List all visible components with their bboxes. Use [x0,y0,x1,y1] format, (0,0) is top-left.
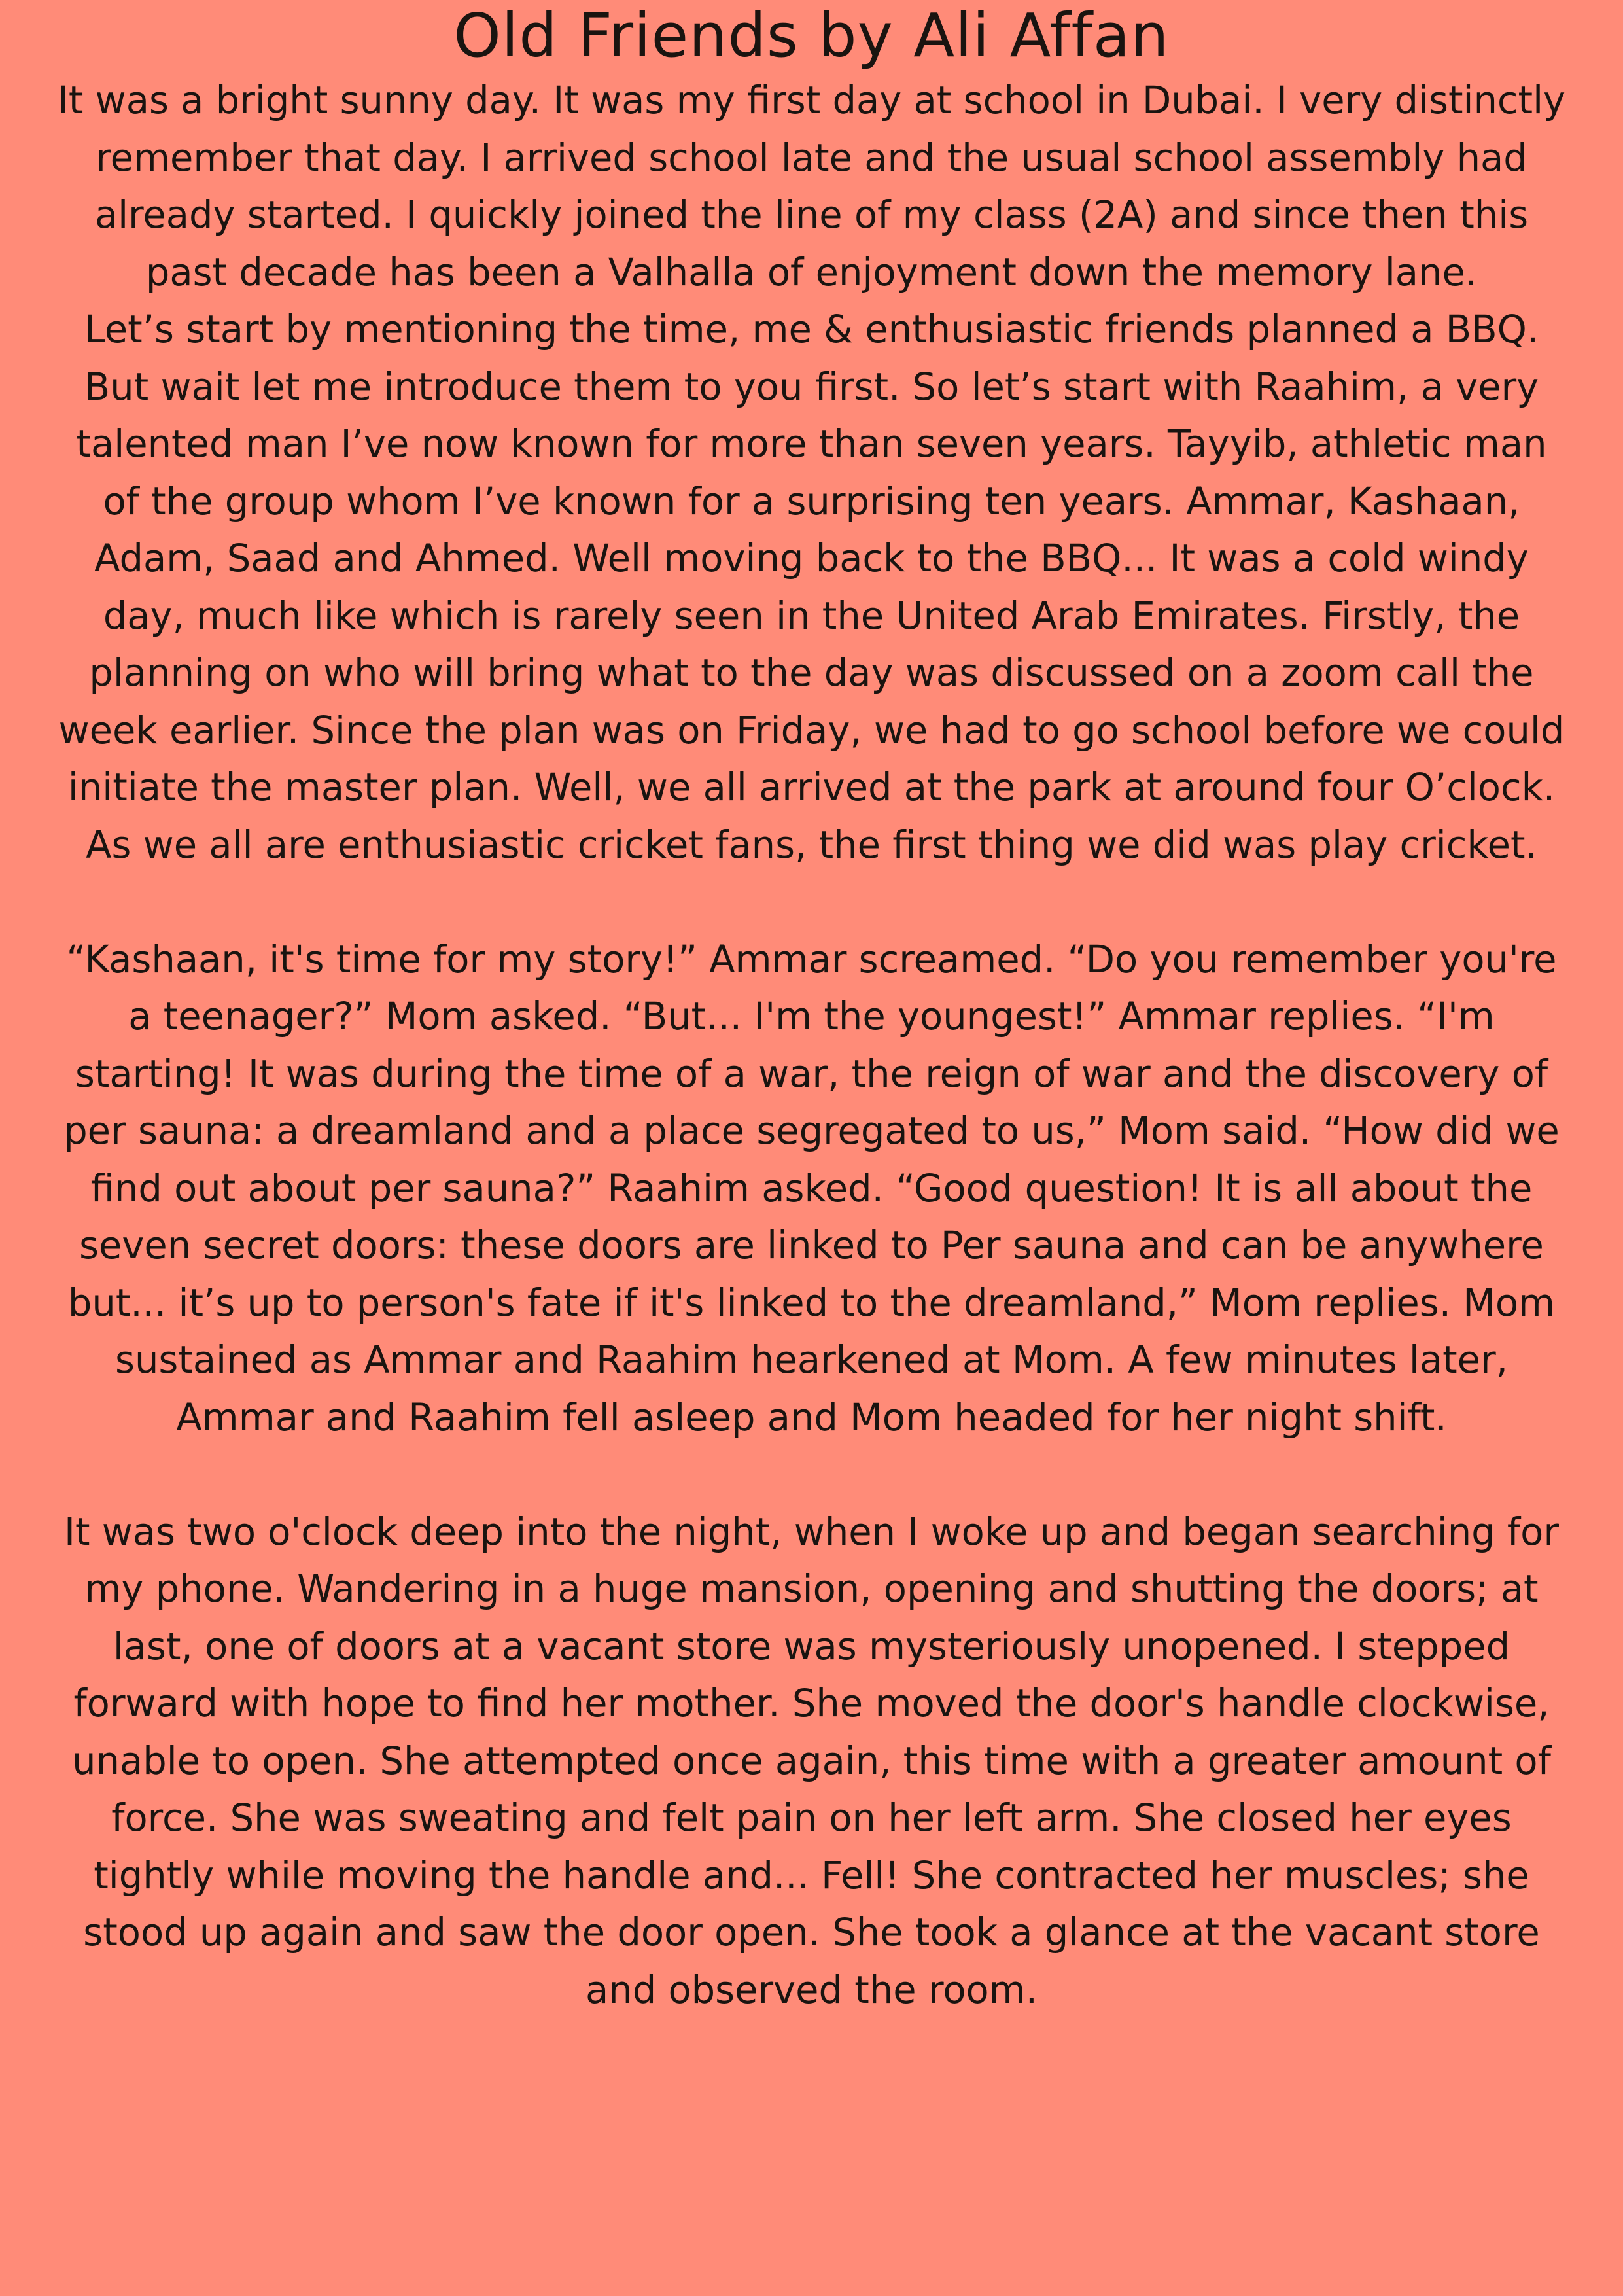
paragraph-gap [52,1446,1571,1504]
paragraph-bbq: Let’s start by mentioning the time, me & enthusiastic friends planned a BBQ. But wait let me introduce them to you first. So let’s start with Raahim, a very talented man I’ve now known for more than seven years. Tayyib, athletic man of the group whom I’ve known for a surprising ten years. Ammar, Kashaan, Adam, Saad and Ahmed. Well moving back to the BBQ... It was a cold windy day, much like which is rarely seen in the United Arab Emirates. Firstly, the planning on who will bring what to the day was discussed on a zoom call the week earlier. Since the plan was on Friday, we had to go school before we could initiate the master plan. Well, we all arrived at the park at around four O’clock. As we all are enthusiastic cricket fans, the first thing we did was play cricket. [58,308,1565,867]
paragraph-gap [52,874,1571,931]
document-title: Old Friends by Ali Affan [453,1,1170,71]
paragraph-first-day: It was a bright sunny day. It was my first day at school in Dubai. I very distinctly remember that day. I arrived school late and the usual school assembly had already started. I quickly joined the line of my class (2A) and since then this past decade has been a Valhalla of enjoyment down the memory lane. [57,79,1566,294]
paragraph-night: It was two o'clock deep into the night, when I woke up and began searching for my phone. Wandering in a huge mansion, opening and shutting the doors; at last, one of doors at a vacant store was mysteriously unopened. I stepped forward with hope to find her mother. She moved the door's handle clockwise, unable to open. She attempted once again, this time with a greater amount of force. She was sweating and felt pain on her left arm. She closed her eyes tightly while moving the handle and... Fell! She contracted her muscles; she stood up again and saw the door open. She took a glance at the vacant store and observed the room. [64,1510,1559,2012]
paragraph-story: “Kashaan, it's time for my story!” Ammar screamed. “Do you remember you're a teenager?” Mom asked. “But... I'm the youngest!” Ammar replies. “I'm starting! It was during the time of a war, the reign of war and the discovery of per sauna: a dreamland and a place segregated to us,” Mom said. “How did we find out about per sauna?” Raahim asked. “Good question! It is all about the seven secret doors: these doors are linked to Per sauna and can be anywhere but... it’s up to person's fate if it's linked to the dreamland,” Mom replies. Mom sustained as Ammar and Raahim hearkened at Mom. A few minutes later, Ammar and Raahim fell asleep and Mom headed for her night shift. [63,937,1560,1439]
